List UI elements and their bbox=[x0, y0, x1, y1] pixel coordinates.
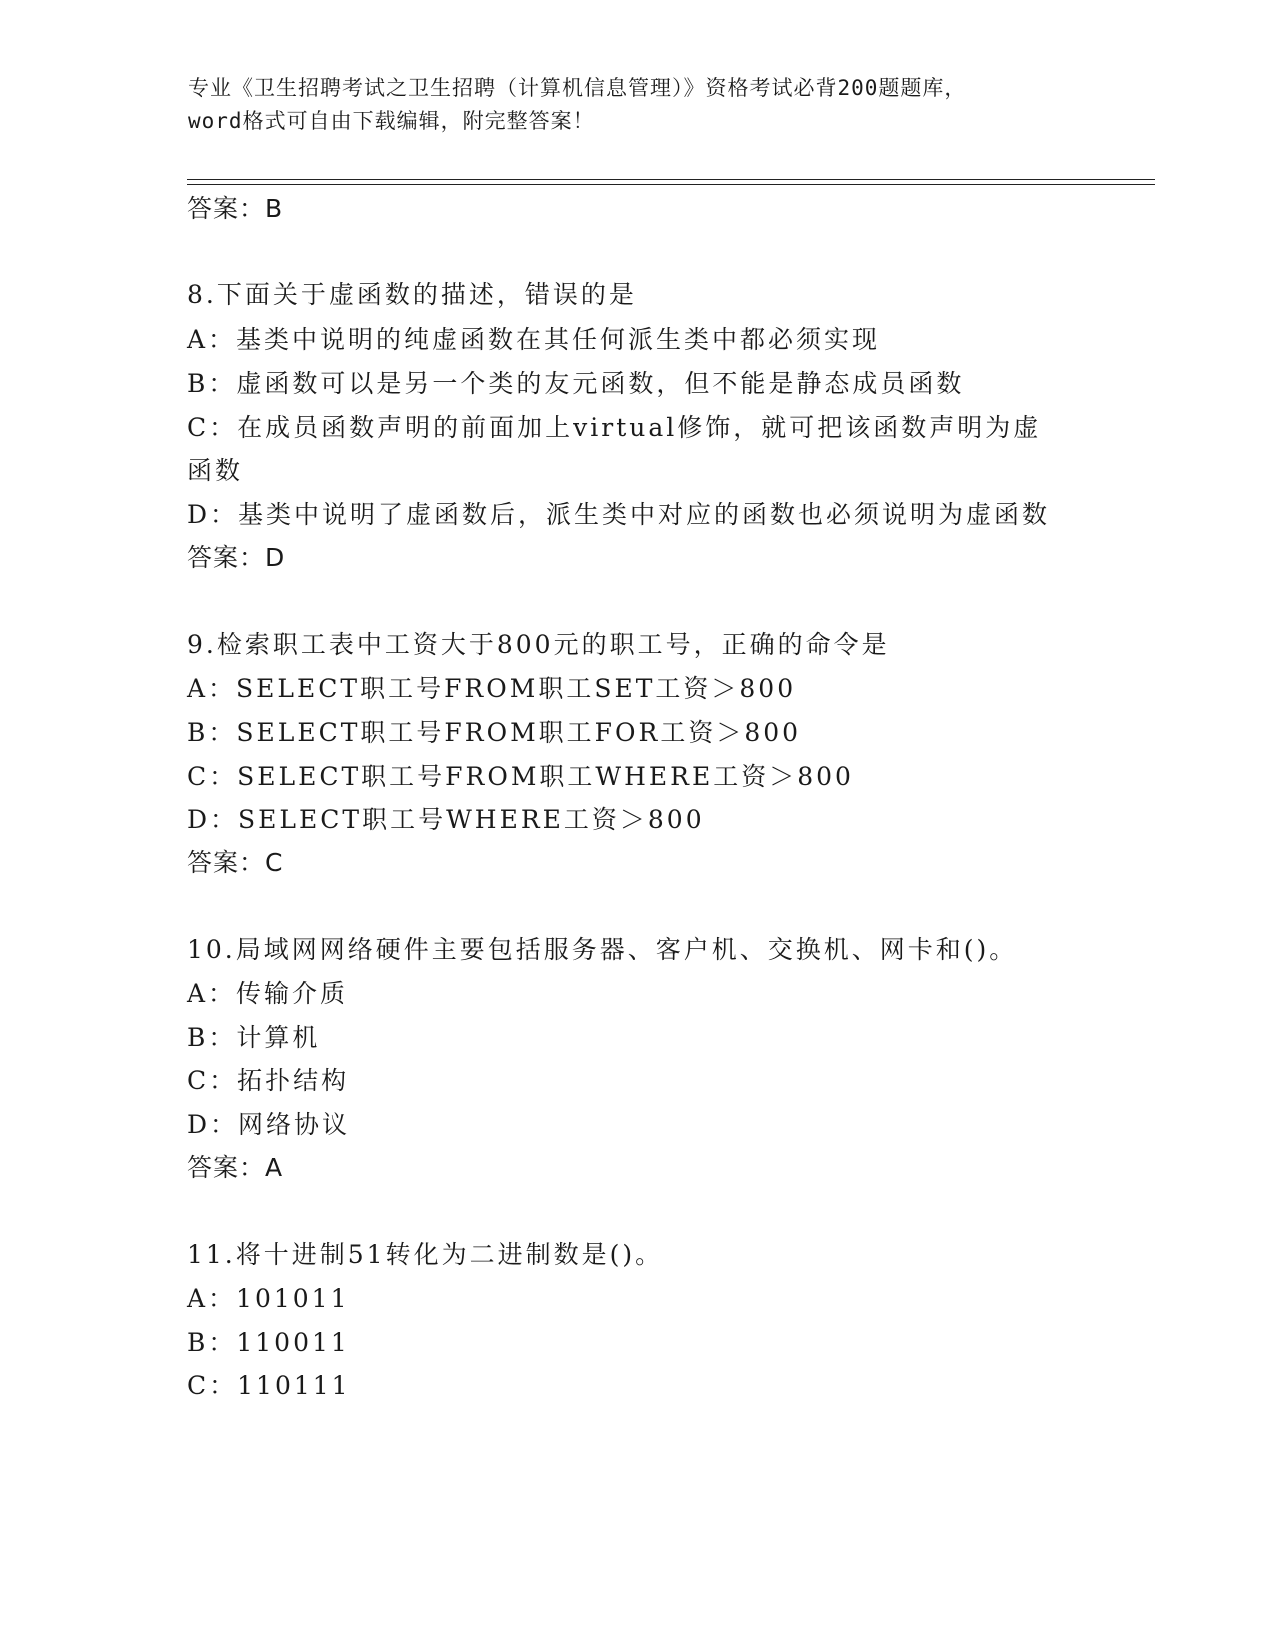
question-9-option-d: D：SELECT职工号WHERE工资＞800 bbox=[187, 805, 705, 834]
question-10-option-d: D：网络协议 bbox=[187, 1110, 351, 1139]
question-8-option-c-continued: 函数 bbox=[187, 456, 244, 485]
answer-previous: 答案：B bbox=[187, 194, 284, 223]
question-9-stem: 9.检索职工表中工资大于800元的职工号，正确的命令是 bbox=[187, 630, 890, 659]
header-divider-bottom bbox=[187, 184, 1155, 185]
question-10-option-c: C：拓扑结构 bbox=[187, 1066, 350, 1095]
question-11-option-c: C：110111 bbox=[187, 1371, 351, 1400]
question-11-stem: 11.将十进制51转化为二进制数是()。 bbox=[187, 1240, 664, 1269]
question-8-option-c: C：在成员函数声明的前面加上virtual修饰，就可把该函数声明为虚 bbox=[187, 413, 1042, 442]
question-8-option-b: B：虚函数可以是另一个类的友元函数，但不能是静态成员函数 bbox=[187, 369, 965, 398]
question-9-option-a: A：SELECT职工号FROM职工SET工资＞800 bbox=[187, 674, 797, 703]
question-8-answer: 答案：D bbox=[187, 543, 286, 572]
header-line-1: 专业《卫生招聘考试之卫生招聘（计算机信息管理）》资格考试必背200题题库， bbox=[188, 76, 967, 100]
question-9-option-b: B：SELECT职工号FROM职工FOR工资＞800 bbox=[187, 718, 802, 747]
question-10-answer: 答案：A bbox=[187, 1153, 284, 1182]
header-divider-top bbox=[187, 179, 1155, 180]
question-9-answer: 答案：C bbox=[187, 848, 284, 877]
question-9-option-c: C：SELECT职工号FROM职工WHERE工资＞800 bbox=[187, 762, 854, 791]
question-11-option-b: B：110011 bbox=[187, 1328, 350, 1357]
question-10-option-a: A：传输介质 bbox=[187, 979, 349, 1008]
header-line-2: word格式可自由下载编辑，附完整答案！ bbox=[188, 109, 595, 133]
question-8-option-d: D：基类中说明了虚函数后，派生类中对应的函数也必须说明为虚函数 bbox=[187, 500, 1051, 529]
question-8-option-a: A：基类中说明的纯虚函数在其任何派生类中都必须实现 bbox=[187, 325, 881, 354]
document-header bbox=[188, 72, 1088, 138]
question-10-stem: 10.局域网网络硬件主要包括服务器、客户机、交换机、网卡和()。 bbox=[187, 935, 1018, 964]
question-8-stem: 8.下面关于虚函数的描述，错误的是 bbox=[187, 280, 637, 309]
question-10-option-b: B：计算机 bbox=[187, 1023, 321, 1052]
question-11-option-a: A：101011 bbox=[187, 1284, 350, 1313]
